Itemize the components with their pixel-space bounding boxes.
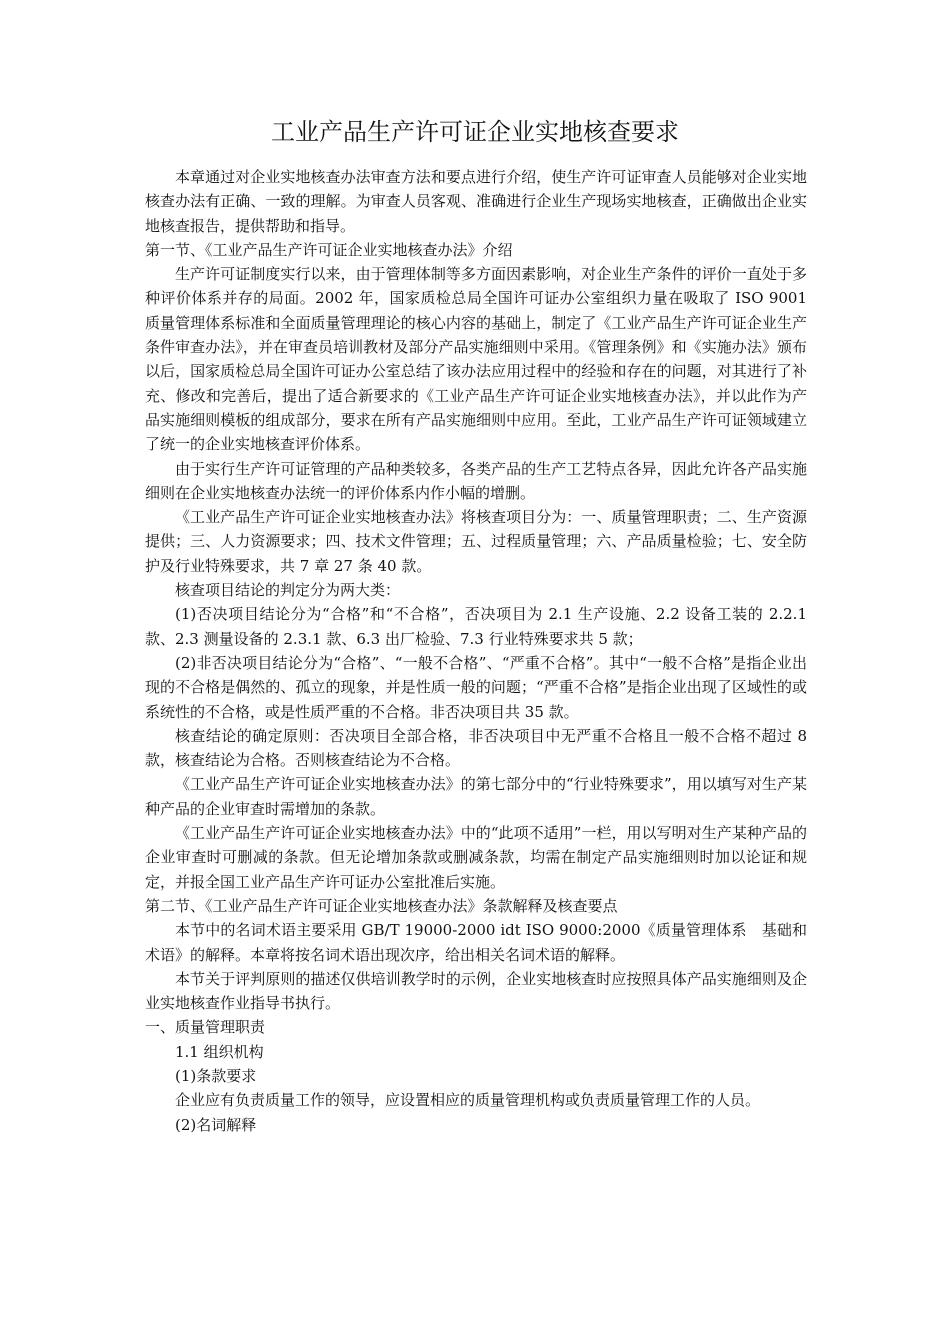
body-paragraph: 本节关于评判原则的描述仅供培训教学时的示例，企业实地核查时应按照具体产品实施细则及企业实地核查作业指导书执行。 bbox=[145, 969, 807, 1013]
body-paragraph: (1)否决项目结论分为“合格”和“不合格”，否决项目为 2.1 生产设施、2.2 设备工装的 2.2.1 款、2.3 测量设备的 2.3.1 款、6.3 出厂检验、7.3 行业特殊要求共 5 款； bbox=[145, 605, 807, 648]
section-heading-2: 第二节、《工业产品生产许可证企业实地核查办法》条款解释及核查要点 bbox=[145, 896, 618, 915]
body-paragraph: 由于实行生产许可证管理的产品种类较多，各类产品的生产工艺特点各异，因此允许各产品实施细则在企业实地核查办法统一的评价体系内作小幅的增删。 bbox=[145, 459, 807, 502]
intro-paragraph: 本章通过对企业实地核查办法审查方法和要点进行介绍，使生产许可证审查人员能够对企业实地核查办法有正确、一致的理解。为审查人员客观、准确进行企业生产现场实地核查，正确做出企业实地核查报告，提供帮助和指导。 bbox=[145, 168, 807, 235]
body-paragraph: 《工业产品生产许可证企业实地核查办法》将核查项目分为：一、质量管理职责；二、生产资源提供；三、人力资源要求；四、技术文件管理；五、过程质量管理；六、产品质量检验；七、安全防护及行业特殊要求，共 7 章 27 条 40 款。 bbox=[145, 508, 807, 575]
document-body bbox=[145, 165, 807, 1137]
body-paragraph: 生产许可证制度实行以来，由于管理体制等多方面因素影响，对企业生产条件的评价一直处于多种评价体系并存的局面。2002 年，国家质检总局全国许可证办公室组织力量在吸取了 ISO 9001 质量管理体系标准和全面质量管理理论的核心内容的基础上，制定了《工业产品生产许可证企业生产条件审查办法》，并在审查员培训教材及部分产品实施细则中采用。《管理条例》和《实施办法》颁布以后，国家质检总局全国许可证办公室总结了该办法应用过程中的经验和存在的问题，对其进行了补充、修改和完善后，提出了适合新要求的《工业产品生产许可证企业实地核查办法》，并以此作为产品实施细则模板的组成部分，要求在所有产品实施细则中应用。至此，工业产品生产许可证领域建立了统一的企业实地核查评价体系。 bbox=[145, 265, 807, 454]
clause-subheading: (1)条款要求 bbox=[175, 1066, 257, 1085]
body-paragraph: 企业应有负责质量工作的领导，应设置相应的质量管理机构或负责质量管理工作的人员。 bbox=[175, 1091, 761, 1110]
clause-heading: 1.1 组织机构 bbox=[175, 1042, 264, 1061]
body-paragraph: 核查结论的确定原则：否决项目全部合格，非否决项目中无严重不合格且一般不合格不超过 8 款，核查结论为合格。否则核查结论为不合格。 bbox=[145, 726, 807, 770]
body-paragraph: 《工业产品生产许可证企业实地核查办法》中的“此项不适用”一栏，用以写明对生产某种产品的企业审查时可删减的条款。但无论增加条款或删减条款，均需在制定产品实施细则时加以论证和规定，并报全国工业产品生产许可证办公室批准后实施。 bbox=[145, 824, 807, 891]
body-paragraph: 本节中的名词术语主要采用 GB/T 19000-2000 idt ISO 9000:2000《质量管理体系 基础和术语》的解释。本章将按名词术语出现次序，给出相关名词术语的解释。 bbox=[145, 921, 807, 964]
body-paragraph: 《工业产品生产许可证企业实地核查办法》的第七部分中的“行业特殊要求”，用以填写对生产某种产品的企业审查时需增加的条款。 bbox=[145, 775, 807, 818]
clause-subheading: (2)名词解释 bbox=[175, 1115, 257, 1134]
document-title: 工业产品生产许可证企业实地核查要求 bbox=[271, 118, 679, 146]
section-heading-1: 第一节、《工业产品生产许可证企业实地核查办法》介绍 bbox=[145, 240, 513, 259]
subsection-heading: 一、质量管理职责 bbox=[145, 1018, 266, 1037]
body-paragraph: 核查项目结论的判定分为两大类： bbox=[175, 581, 401, 600]
body-paragraph: (2)非否决项目结论分为“合格”、“一般不合格”、“严重不合格”。其中“一般不合格”是指企业出现的不合格是偶然的、孤立的现象，并是性质一般的问题；“严重不合格”是指企业出现了区域性的或系统性的不合格，或是性质严重的不合格。非否决项目共 35 款。 bbox=[145, 653, 807, 721]
